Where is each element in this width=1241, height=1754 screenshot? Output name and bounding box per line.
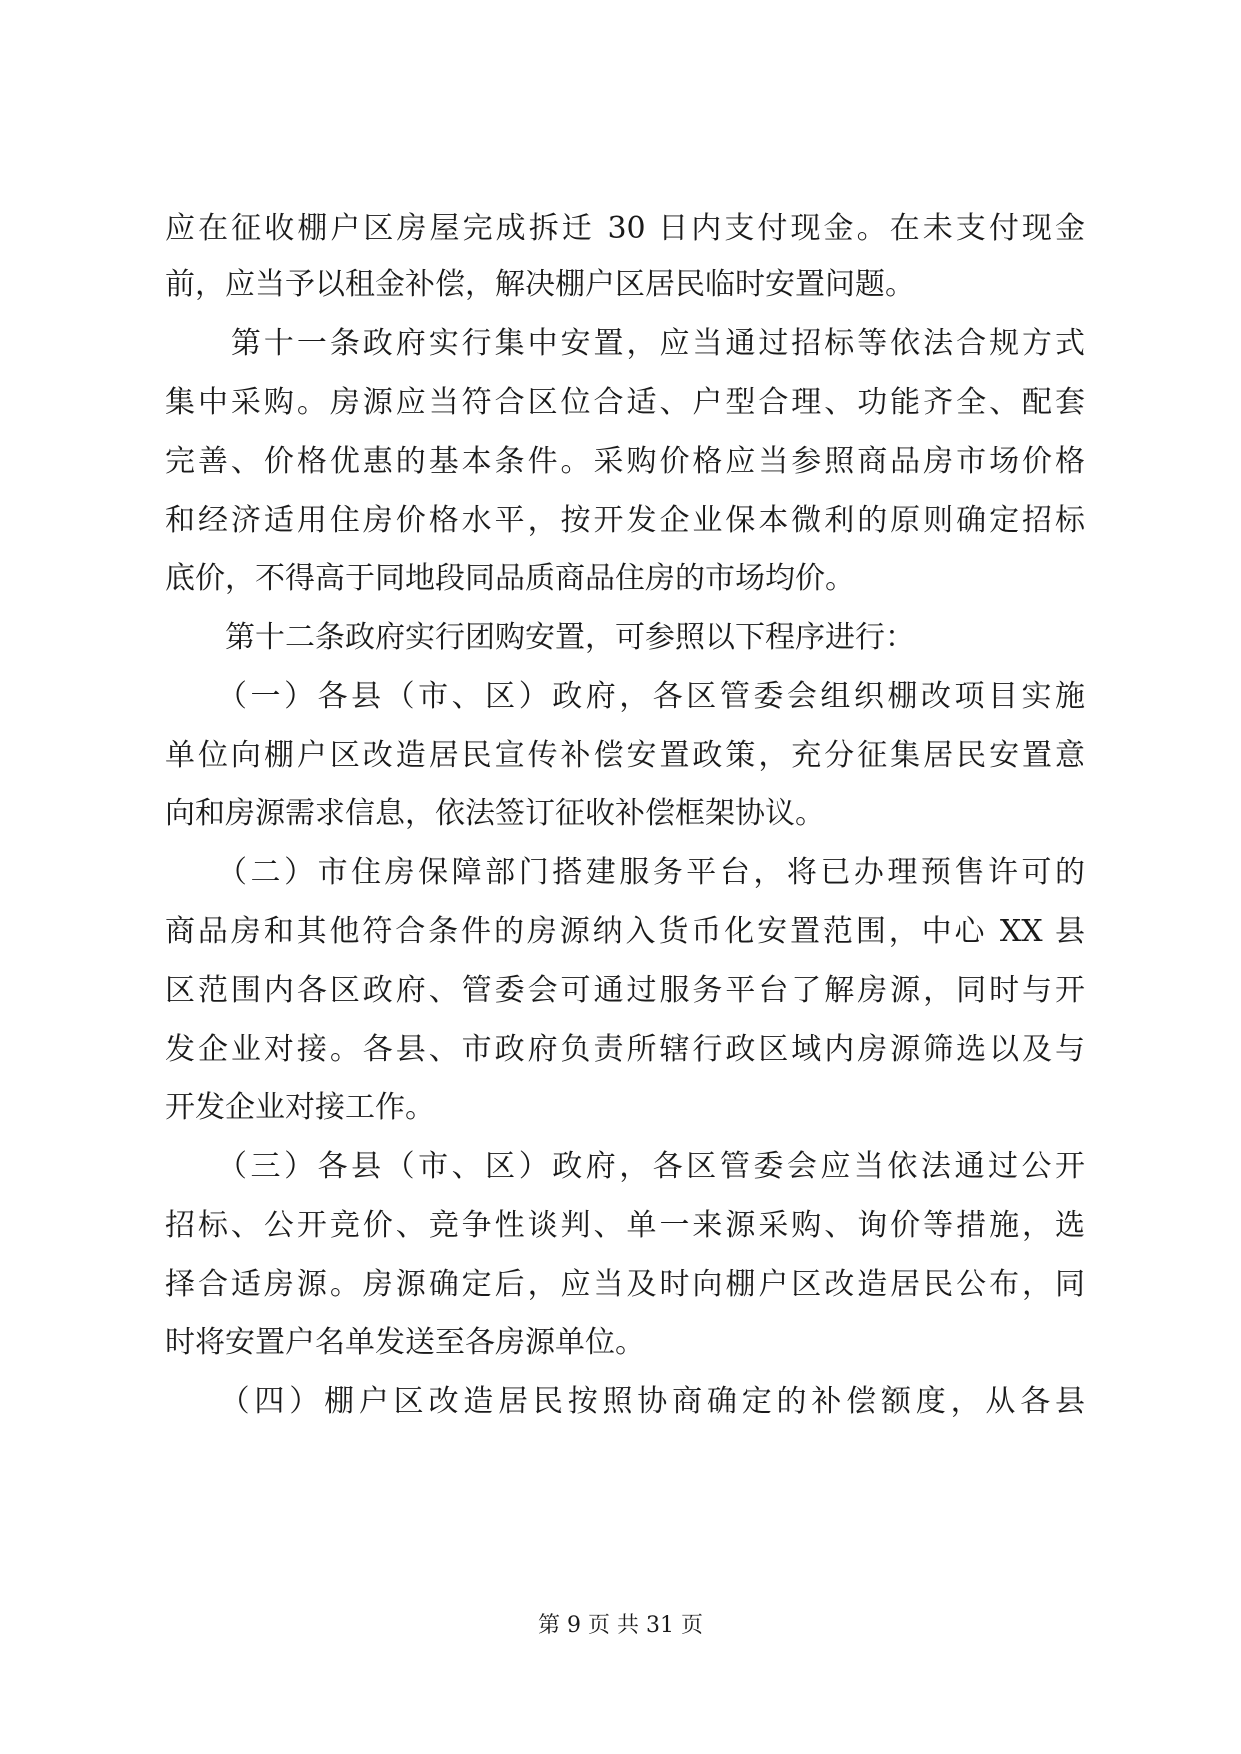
text-line: 第十一条政府实行集中安置，应当通过招标等依法合规方式 [165, 326, 1085, 361]
text-line: 向和房源需求信息，依法签订征收补偿框架协议。 [165, 796, 825, 831]
text-line: 完善、价格优惠的基本条件。采购价格应当参照商品房市场价格 [165, 444, 1085, 479]
text-line: 前，应当予以租金补偿，解决棚户区居民临时安置问题。 [165, 267, 915, 302]
text-line: 第十二条政府实行团购安置，可参照以下程序进行： [165, 620, 915, 655]
text-line: 集中采购。房源应当符合区位合适、户型合理、功能齐全、配套 [165, 385, 1085, 420]
text-line: 开发企业对接工作。 [165, 1090, 435, 1125]
text-line: 商品房和其他符合条件的房源纳入货币化安置范围，中心 XX 县 [165, 914, 1085, 949]
text-line: 择合适房源。房源确定后，应当及时向棚户区改造居民公布，同 [165, 1267, 1085, 1302]
text-line: 底价，不得高于同地段同品质商品住房的市场均价。 [165, 561, 855, 596]
text-line: （四）棚户区改造居民按照协商确定的补偿额度，从各县 [165, 1384, 1085, 1419]
page-number-footer: 第 9 页 共 31 页 [538, 1613, 703, 1638]
text-line: 单位向棚户区改造居民宣传补偿安置政策，充分征集居民安置意 [165, 738, 1085, 773]
text-line: 时将安置户名单发送至各房源单位。 [165, 1325, 645, 1360]
text-line: 发企业对接。各县、市政府负责所辖行政区域内房源筛选以及与 [165, 1032, 1085, 1067]
text-line: （三）各县（市、区）政府，各区管委会应当依法通过公开 [165, 1149, 1085, 1184]
text-line: 招标、公开竞价、竞争性谈判、单一来源采购、询价等措施，选 [165, 1208, 1085, 1243]
text-line: 和经济适用住房价格水平，按开发企业保本微利的原则确定招标 [165, 503, 1085, 538]
text-line: （一）各县（市、区）政府，各区管委会组织棚改项目实施 [165, 679, 1085, 714]
text-line: （二）市住房保障部门搭建服务平台，将已办理预售许可的 [165, 855, 1085, 890]
text-line: 应在征收棚户区房屋完成拆迁 30 日内支付现金。在未支付现金 [165, 211, 1085, 246]
text-line: 区范围内各区政府、管委会可通过服务平台了解房源，同时与开 [165, 973, 1085, 1008]
